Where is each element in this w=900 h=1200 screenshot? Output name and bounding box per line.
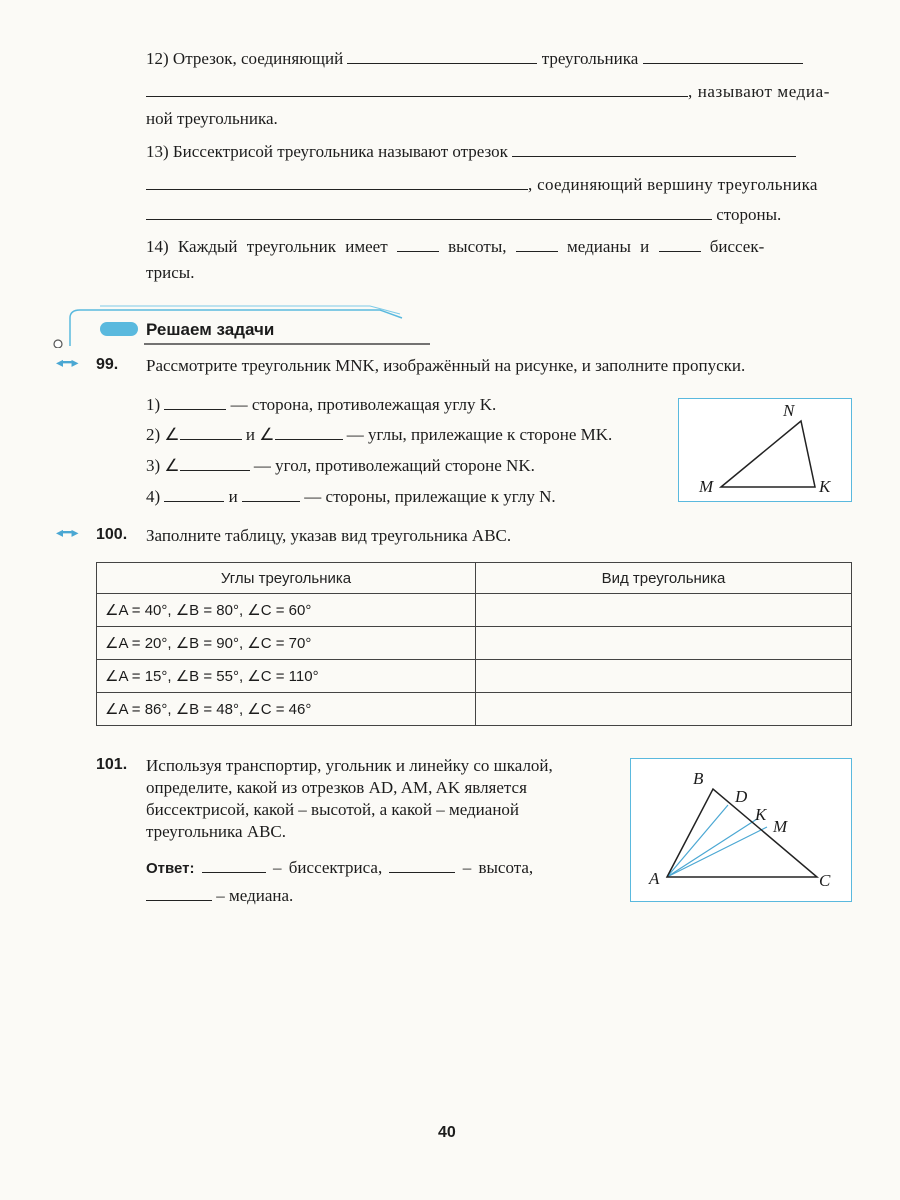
blank[interactable] xyxy=(516,235,558,252)
item-12-line1: 12) Отрезок, соединяющий треугольника xyxy=(146,47,803,70)
table-header-row xyxy=(97,563,852,594)
item-12-line2: , называют медиа- xyxy=(146,80,830,103)
blank[interactable] xyxy=(397,235,439,252)
section-title: Решаем задачи xyxy=(146,320,275,339)
blank[interactable] xyxy=(389,856,455,873)
task-101-line3: биссектрисой, какой – высотой, а какой – медианой xyxy=(146,800,520,819)
task-101-number: 101. xyxy=(96,756,128,773)
blank[interactable] xyxy=(146,80,688,97)
vertex-label-b: B xyxy=(693,769,704,788)
column-header: Вид треугольника xyxy=(476,563,852,594)
task-100-prompt: Заполните таблицу, указав вид треугольника ABC. xyxy=(146,526,512,545)
vertex-label-m: M xyxy=(773,817,788,836)
triangle-abc-figure xyxy=(630,758,852,902)
blank[interactable] xyxy=(347,47,537,64)
triangle-mnk-figure xyxy=(678,398,852,502)
answer-label: Ответ: xyxy=(146,860,195,877)
blank[interactable] xyxy=(643,47,803,64)
vertex-label-m: M xyxy=(699,477,714,496)
angles-cell: ∠A = 40°, ∠B = 80°, ∠C = 60° xyxy=(97,594,476,627)
blank[interactable] xyxy=(164,393,226,410)
task-99-number: 99. xyxy=(96,356,119,373)
task-101-line2: определите, какой из отрезков AD, AM, AK является xyxy=(146,778,527,797)
blank[interactable] xyxy=(146,884,212,901)
task-99-prompt: Рассмотрите треугольник MNK, изображённый на рисунке, и заполните пропуски. xyxy=(146,356,746,375)
blank[interactable] xyxy=(180,454,250,471)
task-99-item1: 1) — сторона, противолежащая углу K. xyxy=(146,395,497,414)
task-101-answer-line2: – медиана. xyxy=(146,884,293,907)
vertex-label-k: K xyxy=(819,477,831,496)
item-13-line3: стороны. xyxy=(146,203,781,226)
blank[interactable] xyxy=(659,235,701,252)
blank[interactable] xyxy=(275,423,343,440)
item-13-line1: 13) Биссектрисой треугольника называют отрезок xyxy=(146,140,796,163)
vertex-label-d: D xyxy=(735,787,748,806)
task-99-item4: 4) и — стороны, прилежащие к углу N. xyxy=(146,487,556,506)
blank[interactable] xyxy=(146,203,712,220)
blank[interactable] xyxy=(146,173,528,190)
column-header: Углы треугольника xyxy=(97,563,476,594)
item-14-line2: трисы. xyxy=(146,263,195,282)
task-101-line1: Используя транспортир, угольник и линейку со шкалой, xyxy=(146,756,553,775)
vertex-label-k: K xyxy=(755,805,767,824)
item-13-line2: , соединяющий вершину треугольника xyxy=(146,173,818,196)
blank[interactable] xyxy=(512,140,796,157)
task-101-line4: треугольника ABC. xyxy=(146,822,287,841)
vertex-label-n: N xyxy=(783,401,795,420)
answer-cell[interactable] xyxy=(476,693,852,726)
blank[interactable] xyxy=(180,423,242,440)
table-row xyxy=(97,693,852,726)
blank[interactable] xyxy=(242,485,300,502)
item-12-line3: ной треугольника. xyxy=(146,109,278,128)
double-arrow-icon: ◂━▸ xyxy=(56,355,79,371)
angles-cell: ∠A = 20°, ∠B = 90°, ∠C = 70° xyxy=(97,627,476,660)
vertex-label-c: C xyxy=(819,871,831,890)
task-101-answer-line1: Ответ: – биссектриса, – высота, xyxy=(146,858,534,877)
table-row xyxy=(97,594,852,627)
item-14-line1: 14) Каждый треугольник имеет высоты, медианы и биссек- xyxy=(146,237,765,256)
answer-cell[interactable] xyxy=(476,594,852,627)
answer-cell[interactable] xyxy=(476,627,852,660)
page-number: 40 xyxy=(438,1124,456,1141)
task-99-item3: 3) ∠ — угол, противолежащий стороне NK. xyxy=(146,456,535,475)
table-row xyxy=(97,660,852,693)
angles-cell: ∠A = 15°, ∠B = 55°, ∠C = 110° xyxy=(97,660,476,693)
triangle-table xyxy=(96,562,852,726)
double-arrow-icon: ◂━▸ xyxy=(56,525,79,541)
task-100-number: 100. xyxy=(96,526,128,543)
answer-cell[interactable] xyxy=(476,660,852,693)
blank[interactable] xyxy=(164,485,224,502)
blank[interactable] xyxy=(202,856,266,873)
task-99-item2: 2) ∠ и ∠ — углы, прилежащие к стороне MK. xyxy=(146,425,613,444)
table-row xyxy=(97,627,852,660)
vertex-label-a: A xyxy=(649,869,660,888)
angles-cell: ∠A = 86°, ∠B = 48°, ∠C = 46° xyxy=(97,693,476,726)
